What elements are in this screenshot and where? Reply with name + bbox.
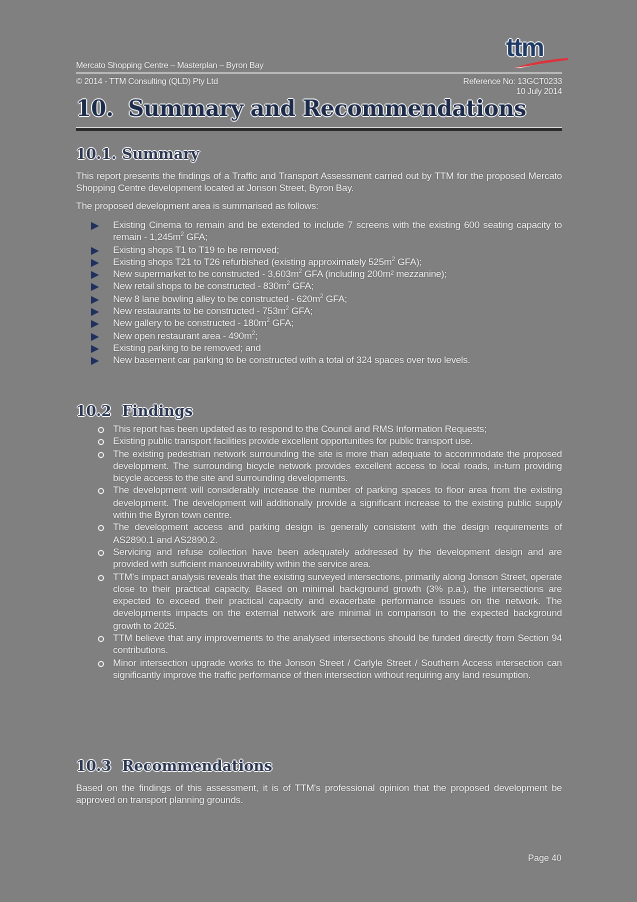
findings-item: TTM's impact analysis reveals that the existing surveyed intersections, primarily along Jonson Street, operate close to their practical capacity. Based on minimal background growth (3% p.a.), the intersections are expected to exceed their practical capacity and exacerbate performance issues on the network. The developments impacts on the external network are minimal in comparison to the expected background growth to 2025. (113, 572, 562, 633)
header-date: 10 July 2014 (516, 86, 562, 96)
logo-swoosh-icon (514, 58, 568, 68)
circle-bullet-icon (98, 636, 104, 642)
summary-lead: The proposed development area is summarised as follows: (76, 201, 319, 212)
page-title (76, 96, 526, 122)
recommendations-text: Based on the findings of this assessment, it is of TTM's professional opinion that the proposed development be approved on transport planning grounds. (76, 783, 562, 807)
circle-bullet-icon (98, 427, 104, 433)
arrow-bullet-icon (91, 283, 99, 291)
circle-bullet-icon (98, 488, 104, 494)
header-reference: Reference No: 13GCT0233 (463, 76, 562, 86)
arrow-bullet-icon (91, 308, 99, 316)
summary-item: New gallery to be constructed - $180m^2$ GFA; (113, 318, 562, 330)
summary-list (113, 220, 562, 368)
title-rule (76, 127, 562, 131)
arrow-bullet-icon (91, 259, 99, 267)
summary-item: Existing parking to be removed; and (113, 343, 562, 355)
arrow-bullet-icon (91, 345, 99, 353)
findings-item: The development will considerably increase the number of parking spaces to floor area from the existing development. The development will additionally provide a significant increase to the existing public supply within the Byron town centre. (113, 485, 562, 522)
arrow-bullet-icon (91, 333, 99, 341)
arrow-bullet-icon (91, 320, 99, 328)
title-text: Summary and Recommendations (128, 96, 527, 122)
summary-item: Existing Cinema to remain and be extended to include 7 screens with the existing 600 seating capacity to remain - $1,245m^2$ GFA; (113, 220, 562, 245)
summary-item: New restaurants to be constructed - $753m^2$ GFA; (113, 306, 562, 318)
findings-item: Servicing and refuse collection have been adequately addressed by the development design and are provided with sufficient manoeuvrability within the service area. (113, 547, 562, 572)
summary-item: New basement car parking to be constructed with a total of 324 spaces over two levels. (113, 355, 562, 367)
summary-item: New 8 lane bowling alley to be constructed - $620m^2$ GFA; (113, 294, 562, 306)
title-number: 10. (76, 96, 114, 122)
arrow-bullet-icon (91, 247, 99, 255)
circle-bullet-icon (98, 550, 104, 556)
summary-item: New retail shops to be constructed - $830m^2$ GFA; (113, 281, 562, 293)
header-project: Mercato Shopping Centre – Masterplan – Byron Bay (76, 60, 264, 70)
header-rule (76, 72, 562, 74)
summary-item: New supermarket to be constructed - $3,603m^2$ GFA (including 200m² mezzanine); (113, 269, 562, 281)
summary-intro: This report presents the findings of a Traffic and Transport Assessment carried out by TTM for the proposed Mercato Shopping Centre development located at Jonson Street, Byron Bay. (76, 171, 562, 195)
summary-item: Existing shops T1 to T19 to be removed; (113, 245, 562, 257)
circle-bullet-icon (98, 452, 104, 458)
findings-item: The existing pedestrian network surrounding the site is more than adequate to accommodate the proposed development. The surrounding bicycle network provides excellent access to local roads, in-turn providing bicycle access to the site and surrounding developments. (113, 449, 562, 486)
page-number: Page 40 (528, 853, 562, 863)
findings-heading: 10.2 Findings (76, 403, 193, 420)
arrow-bullet-icon (91, 222, 99, 230)
logo-text: ttm (506, 32, 544, 62)
arrow-bullet-icon (91, 271, 99, 279)
summary-item: New open restaurant area - $490m^2$; (113, 331, 562, 343)
findings-list (113, 424, 562, 682)
circle-bullet-icon (98, 439, 104, 445)
findings-item: The development access and parking design is generally consistent with the design requirements of AS2890.1 and AS2890.2. (113, 522, 562, 547)
arrow-bullet-icon (91, 357, 99, 365)
findings-item: Existing public transport facilities provide excellent opportunities for public transport use. (113, 436, 562, 448)
circle-bullet-icon (98, 575, 104, 581)
summary-item: Existing shops T21 to T26 refurbished (existing approximately $525m^2$ GFA); (113, 257, 562, 269)
findings-item: TTM believe that any improvements to the analysed intersections should be funded directly from Section 94 contributions. (113, 633, 562, 658)
summary-heading: 10.1. Summary (76, 146, 200, 163)
findings-item: This report has been updated as to respond to the Council and RMS Information Requests; (113, 424, 562, 436)
header-copyright: © 2014 - TTM Consulting (QLD) Pty Ltd (76, 76, 218, 86)
recommendations-heading: 10.3 Recommendations (76, 758, 273, 775)
circle-bullet-icon (98, 661, 104, 667)
ttm-logo (506, 34, 566, 68)
findings-item: Minor intersection upgrade works to the Jonson Street / Carlyle Street / Southern Access intersection can significantly improve the traffic performance of then intersection without requiring any land resumption. (113, 658, 562, 683)
circle-bullet-icon (98, 525, 104, 531)
arrow-bullet-icon (91, 296, 99, 304)
